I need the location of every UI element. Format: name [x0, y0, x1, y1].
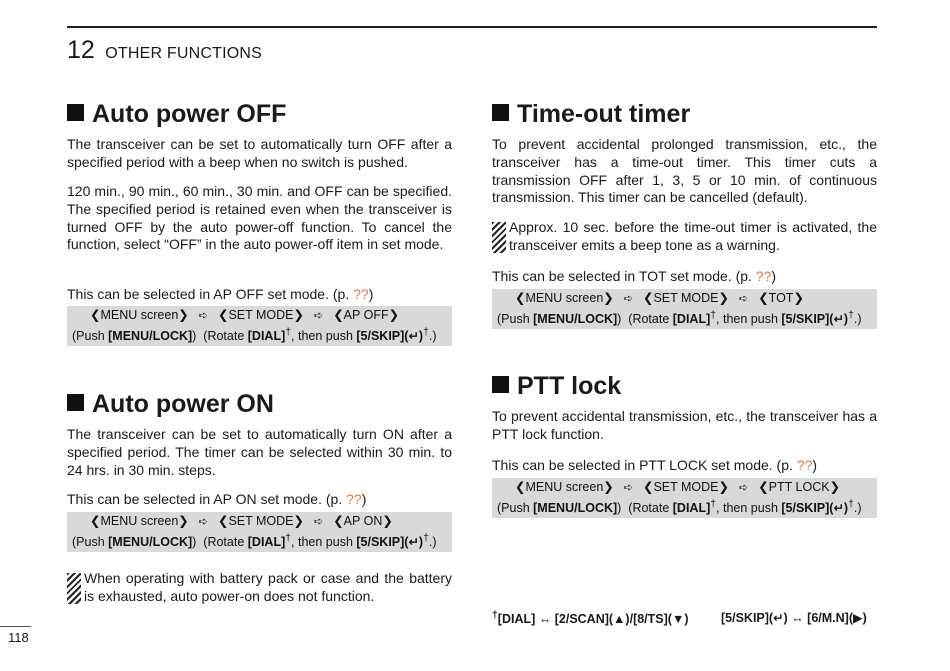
- paragraph: The transceiver can be set to automatically turn ON after a specified period. The timer can be selected within 30 min. to 24 hrs. in 30 min. steps.: [67, 426, 452, 478]
- note-hatch-icon: [492, 222, 506, 253]
- arrow-icon: ➪: [313, 516, 324, 528]
- warning-note: Approx. 10 sec. before the time-out timer is activated, the transceiver emits a beep tone as a warning.: [492, 219, 877, 255]
- paragraph: 120 min., 90 min., 60 min., 30 min. and OFF can be specified. The specified period is retained even when the transceiver is turned OFF by the auto power-off function. To cancel the function, select “OFF” in the auto power-off item in set mode.: [67, 183, 452, 253]
- arrow-icon: ➪: [198, 516, 208, 528]
- chapter-number: 12: [67, 36, 95, 64]
- note-hatch-icon: [67, 573, 81, 604]
- arrow-icon: ➪: [198, 310, 208, 322]
- right-column: [492, 0, 877, 671]
- square-bullet-icon: [67, 104, 84, 121]
- arrow-icon: ➪: [738, 482, 749, 494]
- menu-path-box: ❮MENU screen❯ ➪ ❮SET MODE❯ ➪ ❮AP OFF❯ (Push [MENU/LOCK]) (Rotate [DIAL]†, then push [5/SKIP](↵)†.): [67, 306, 452, 346]
- footer-key-left: †[DIAL] ↔ [2/SCAN](▲)/[8/TS](▼): [492, 610, 689, 627]
- arrow-icon: ➪: [623, 482, 633, 494]
- menu-path-box: ❮MENU screen❯ ➪ ❮SET MODE❯ ➪ ❮PTT LOCK❯ (Push [MENU/LOCK]) (Rotate [DIAL]†, then push [5/SKIP](↵)†.): [492, 478, 877, 518]
- section-ptt-lock: [492, 371, 877, 401]
- footer-key-right: [5/SKIP](↵) ↔ [6/M.N](▶): [721, 611, 867, 625]
- left-column: [67, 0, 452, 671]
- arrow-icon: ➪: [738, 293, 749, 305]
- paragraph: To prevent accidental transmission, etc., the transceiver has a PTT lock function.: [492, 408, 877, 442]
- section-title: Auto power OFF: [67, 99, 452, 129]
- arrow-icon: ➪: [313, 310, 324, 322]
- section-title: Time-out timer: [492, 99, 877, 129]
- menu-path-box: ❮MENU screen❯ ➪ ❮SET MODE❯ ➪ ❮TOT❯ (Push [MENU/LOCK]) (Rotate [DIAL]†, then push [5/SKIP](↵)†.): [492, 289, 877, 329]
- select-line: This can be selected in AP OFF set mode. (p. ??): [67, 286, 374, 302]
- section-auto-power-off: [67, 99, 452, 129]
- paragraph: To prevent accidental prolonged transmission, etc., the transceiver has a time-out timer. This timer cuts a transmission OFF after 1, 3, 5 or 10 min. of continuous transmission. This timer can be cancelled (default).: [492, 136, 877, 206]
- page-number-rule: [0, 626, 31, 627]
- section-auto-power-on: [67, 389, 452, 419]
- page-reference-link[interactable]: ??: [353, 286, 369, 302]
- warning-note: When operating with battery pack or case and the battery is exhausted, auto power-on does not function.: [67, 570, 452, 606]
- page-reference-link[interactable]: ??: [796, 457, 813, 473]
- select-line: This can be selected in AP ON set mode. (p. ??): [67, 491, 367, 507]
- arrow-icon: ➪: [623, 293, 633, 305]
- select-line: This can be selected in PTT LOCK set mode. (p. ??): [492, 457, 818, 473]
- page-reference-link[interactable]: ??: [755, 268, 772, 284]
- paragraph: The transceiver can be set to automatically turn OFF after a specified period with a beep when no switch is pushed.: [67, 136, 452, 170]
- page-reference-link[interactable]: ??: [346, 491, 362, 507]
- page-number: 118: [8, 630, 29, 645]
- section-time-out-timer: [492, 99, 877, 129]
- menu-path-box: ❮MENU screen❯ ➪ ❮SET MODE❯ ➪ ❮AP ON❯ (Push [MENU/LOCK]) (Rotate [DIAL]†, then push [5/SKIP](↵)†.): [67, 512, 452, 552]
- section-title: PTT lock: [492, 371, 877, 401]
- select-line: This can be selected in TOT set mode. (p. ??): [492, 268, 777, 284]
- section-title: Auto power ON: [67, 389, 452, 419]
- square-bullet-icon: [492, 376, 509, 393]
- square-bullet-icon: [67, 394, 84, 411]
- square-bullet-icon: [492, 104, 509, 121]
- chapter-title: OTHER FUNCTIONS: [105, 45, 263, 62]
